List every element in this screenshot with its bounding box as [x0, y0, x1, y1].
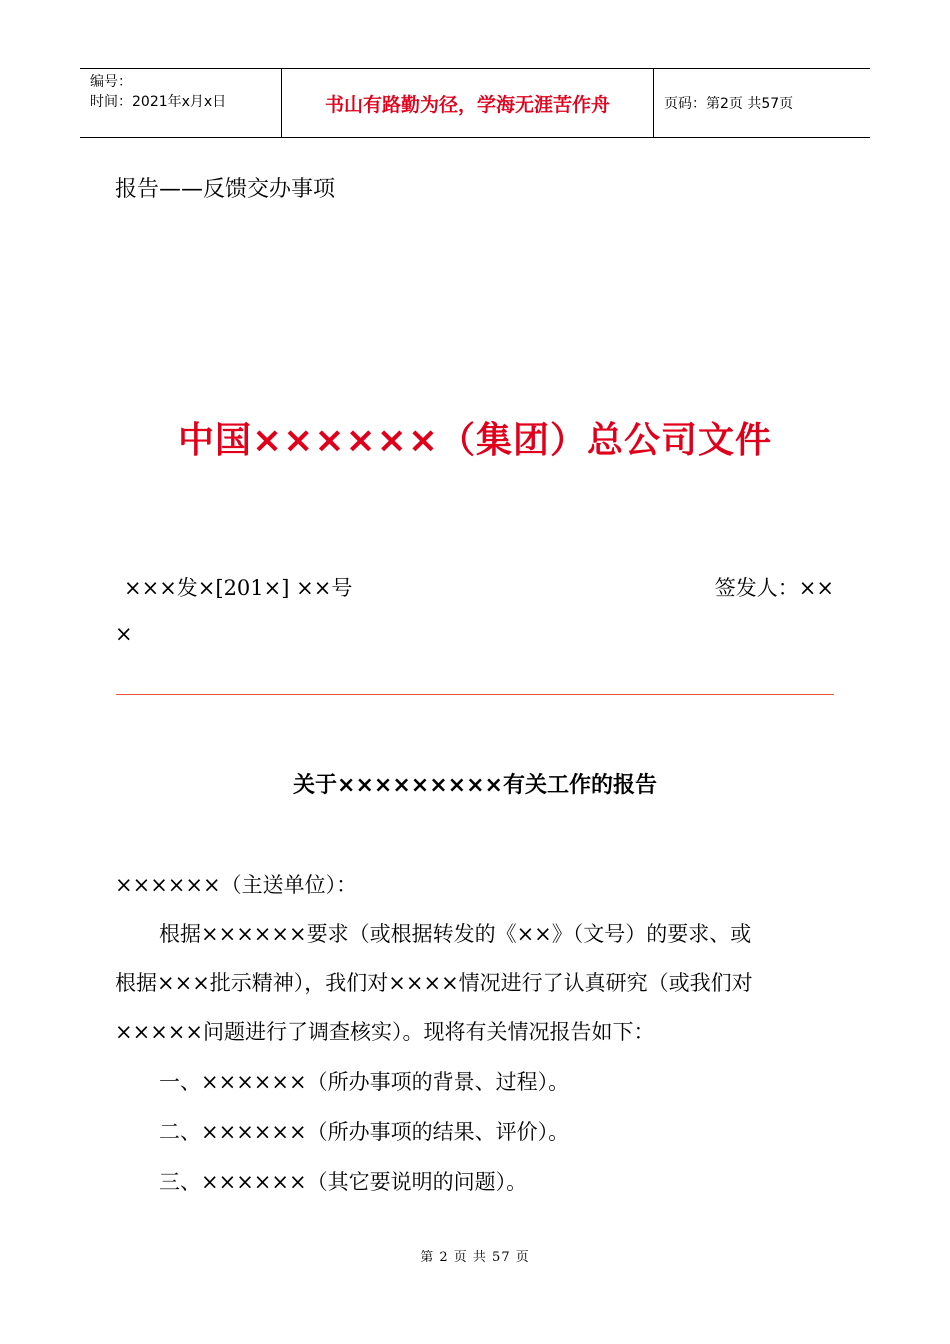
signer: 签发人：××	[714, 576, 834, 600]
recipient-line: ××××××（主送单位）：	[115, 873, 358, 897]
document-number: ×××发×[201×] ××号	[124, 576, 353, 600]
document-category: 报告——反馈交办事项	[115, 177, 336, 202]
header-meta	[80, 69, 281, 137]
body-paragraph-line: ×××××问题进行了调查核实）。现将有关情况报告如下：	[115, 1020, 655, 1044]
header-table	[80, 68, 870, 138]
page-footer: 第 2 页 共 57 页	[420, 1250, 530, 1265]
list-item: 一、××××××（所办事项的背景、过程）。	[159, 1070, 570, 1094]
header-motto: 书山有路勤为径，学海无涯苦作舟	[281, 69, 654, 137]
number-label: 编号：	[90, 74, 132, 90]
list-item: 二、××××××（所办事项的结果、评价）。	[159, 1120, 570, 1144]
header-page-info: 页码：第2页 共57页	[664, 96, 794, 112]
report-title: 关于×××××××××有关工作的报告	[293, 773, 657, 798]
red-divider	[116, 694, 834, 695]
body-paragraph-line: 根据×××批示精神），我们对××××情况进行了认真研究（或我们对	[115, 971, 753, 995]
list-item: 三、××××××（其它要说明的问题）。	[159, 1170, 528, 1194]
org-document-title: 中国××××××（集团）总公司文件	[178, 420, 772, 461]
body-paragraph-line: 根据××××××要求（或根据转发的《××》（文号）的要求、或	[159, 922, 752, 946]
time-label: 时间：2021年x月x日	[90, 94, 227, 110]
signer-continued: ×	[115, 622, 133, 646]
